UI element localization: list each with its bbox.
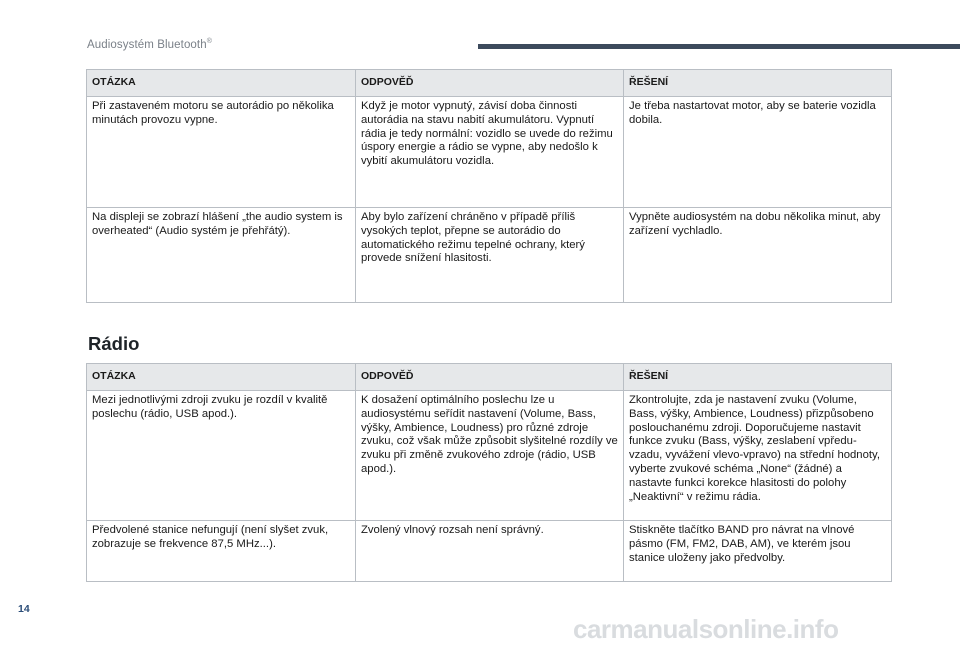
- solution-cell: Stiskněte tlačítko BAND pro návrat na vlnové pásmo (FM, FM2, DAB, AM), ve kterém jsou stanice uloženy jako předvolby.: [624, 521, 892, 582]
- section-title-radio: Rádio: [88, 333, 140, 354]
- answer-cell: Když je motor vypnutý, závisí doba činnosti autorádia na stavu nabití akumulátoru. Vypnutí rádia je tedy normální: vozidlo se uvede do režimu úspory energie a rádio se vypne, aby nedošlo k vybití akumulátoru vozidla.: [356, 97, 624, 208]
- answer-cell: K dosažení optimálního poslechu lze u audiosystému seřídit nastavení (Volume, Bass, výšky, Ambience, Loudness) pro různé zdroje zvuku, což však může způsobit slyšitelné rozdíly ve zvuku při změně zvukového zdroje (rádio, USB apod.).: [356, 391, 624, 521]
- column-header-question: OTÁZKA: [87, 70, 356, 97]
- answer-cell: Zvolený vlnový rozsah není správný.: [356, 521, 624, 582]
- troubleshooting-table-radio: [86, 363, 892, 582]
- troubleshooting-table-general: [86, 69, 892, 303]
- question-cell: Předvolené stanice nefungují (není slyšet zvuk, zobrazuje se frekvence 87,5 MHz...).: [87, 521, 356, 582]
- question-cell: Na displeji se zobrazí hlášení „the audio system is overheated“ (Audio systém je přehřátý).: [87, 208, 356, 303]
- table-header-row: [87, 70, 892, 97]
- question-cell: Mezi jednotlivými zdroji zvuku je rozdíl v kvalitě poslechu (rádio, USB apod.).: [87, 391, 356, 521]
- column-header-question: OTÁZKA: [87, 364, 356, 391]
- question-cell: Při zastaveném motoru se autorádio po několika minutách provozu vypne.: [87, 97, 356, 208]
- header-title-text: Audiosystém Bluetooth: [87, 38, 207, 51]
- trademark-symbol: ®: [206, 38, 212, 45]
- table-row: [87, 521, 892, 582]
- page-header-title: [87, 38, 212, 51]
- solution-cell: Vypněte audiosystém na dobu několika minut, aby zařízení vychladlo.: [624, 208, 892, 303]
- page-number: 14: [18, 603, 30, 615]
- header-decorative-bar: [478, 44, 960, 49]
- table-row: [87, 97, 892, 208]
- column-header-solution: ŘEŠENÍ: [624, 70, 892, 97]
- answer-cell: Aby bylo zařízení chráněno v případě příliš vysokých teplot, přepne se autorádio do automatického režimu tepelné ochrany, který provede snížení hlasitosti.: [356, 208, 624, 303]
- solution-cell: Zkontrolujte, zda je nastavení zvuku (Volume, Bass, výšky, Ambience, Loudness) přizpůsobeno poslouchanému zdroji. Doporučujeme nastavit funkce zvuku (Bass, výšky, zeslabení vpředu-vzadu, vyvážení vlevo-vpravo) na střední hodnoty, vyberte zvukové schéma „None“ (žádné) a nastavte funkci korekce hlasitosti do polohy „Neaktivní“ v režimu rádia.: [624, 391, 892, 521]
- column-header-solution: ŘEŠENÍ: [624, 364, 892, 391]
- solution-cell: Je třeba nastartovat motor, aby se baterie vozidla dobila.: [624, 97, 892, 208]
- column-header-answer: ODPOVĚĎ: [356, 364, 624, 391]
- table-header-row: [87, 364, 892, 391]
- watermark-text: carmanualsonline.info: [573, 614, 839, 644]
- table-row: [87, 208, 892, 303]
- column-header-answer: ODPOVĚĎ: [356, 70, 624, 97]
- table-row: [87, 391, 892, 521]
